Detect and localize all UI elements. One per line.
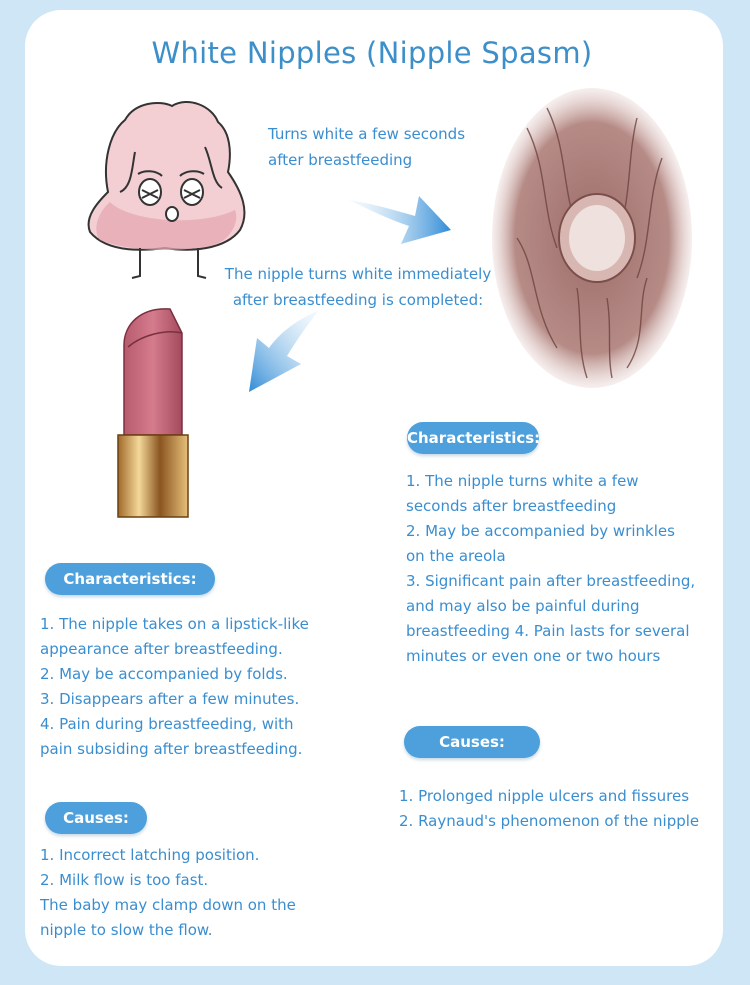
- left-causes-heading: Causes:: [45, 802, 147, 834]
- list-item: 2. May be accompanied by wrinkles: [406, 522, 675, 540]
- list-item: nipple to slow the flow.: [40, 921, 213, 939]
- wrinkled-areola-illustration: [487, 88, 697, 393]
- list-item: 3. Disappears after a few minutes.: [40, 690, 300, 708]
- list-item: 3. Significant pain after breastfeeding,: [406, 572, 696, 590]
- list-item: appearance after breastfeeding.: [40, 640, 283, 658]
- note-middle: [218, 261, 498, 313]
- right-characteristics-heading: Characteristics:: [407, 422, 539, 454]
- note-top-right: [268, 121, 465, 173]
- list-item: breastfeeding 4. Pain lasts for several: [406, 622, 690, 640]
- list-item: 1. Incorrect latching position.: [40, 846, 260, 864]
- left-characteristics-list: [40, 612, 309, 762]
- crying-nipple-cartoon: [80, 92, 255, 287]
- list-item: seconds after breastfeeding: [406, 497, 617, 515]
- list-item: 1. The nipple turns white a few: [406, 472, 639, 490]
- arrow-right-icon: [345, 182, 455, 252]
- list-item: 2. Milk flow is too fast.: [40, 871, 209, 889]
- left-causes-list: [40, 843, 296, 943]
- note-line: The nipple turns white immediately: [224, 265, 492, 283]
- infographic-card: [25, 10, 723, 966]
- right-causes-list: [399, 784, 699, 834]
- list-item: on the areola: [406, 547, 506, 565]
- note-line: after breastfeeding: [268, 151, 413, 169]
- right-causes-heading: Causes:: [404, 726, 540, 758]
- note-line: Turns white a few seconds: [268, 125, 466, 143]
- left-characteristics-heading: Characteristics:: [45, 563, 215, 595]
- list-item: and may also be painful during: [406, 597, 640, 615]
- page-title: White Nipples (Nipple Spasm): [151, 36, 593, 70]
- lipstick-illustration: [110, 305, 200, 520]
- list-item: 1. Prolonged nipple ulcers and fissures: [399, 787, 690, 805]
- list-item: 1. The nipple takes on a lipstick-like: [40, 615, 309, 633]
- list-item: The baby may clamp down on the: [40, 896, 296, 914]
- arrow-down-left-icon: [245, 308, 325, 398]
- list-item: minutes or even one or two hours: [406, 647, 661, 665]
- note-line: after breastfeeding is completed:: [232, 291, 484, 309]
- list-item: pain subsiding after breastfeeding.: [40, 740, 303, 758]
- right-characteristics-list: [406, 469, 695, 669]
- list-item: 2. May be accompanied by folds.: [40, 665, 288, 683]
- list-item: 4. Pain during breastfeeding, with: [40, 715, 294, 733]
- list-item: 2. Raynaud's phenomenon of the nipple: [399, 812, 700, 830]
